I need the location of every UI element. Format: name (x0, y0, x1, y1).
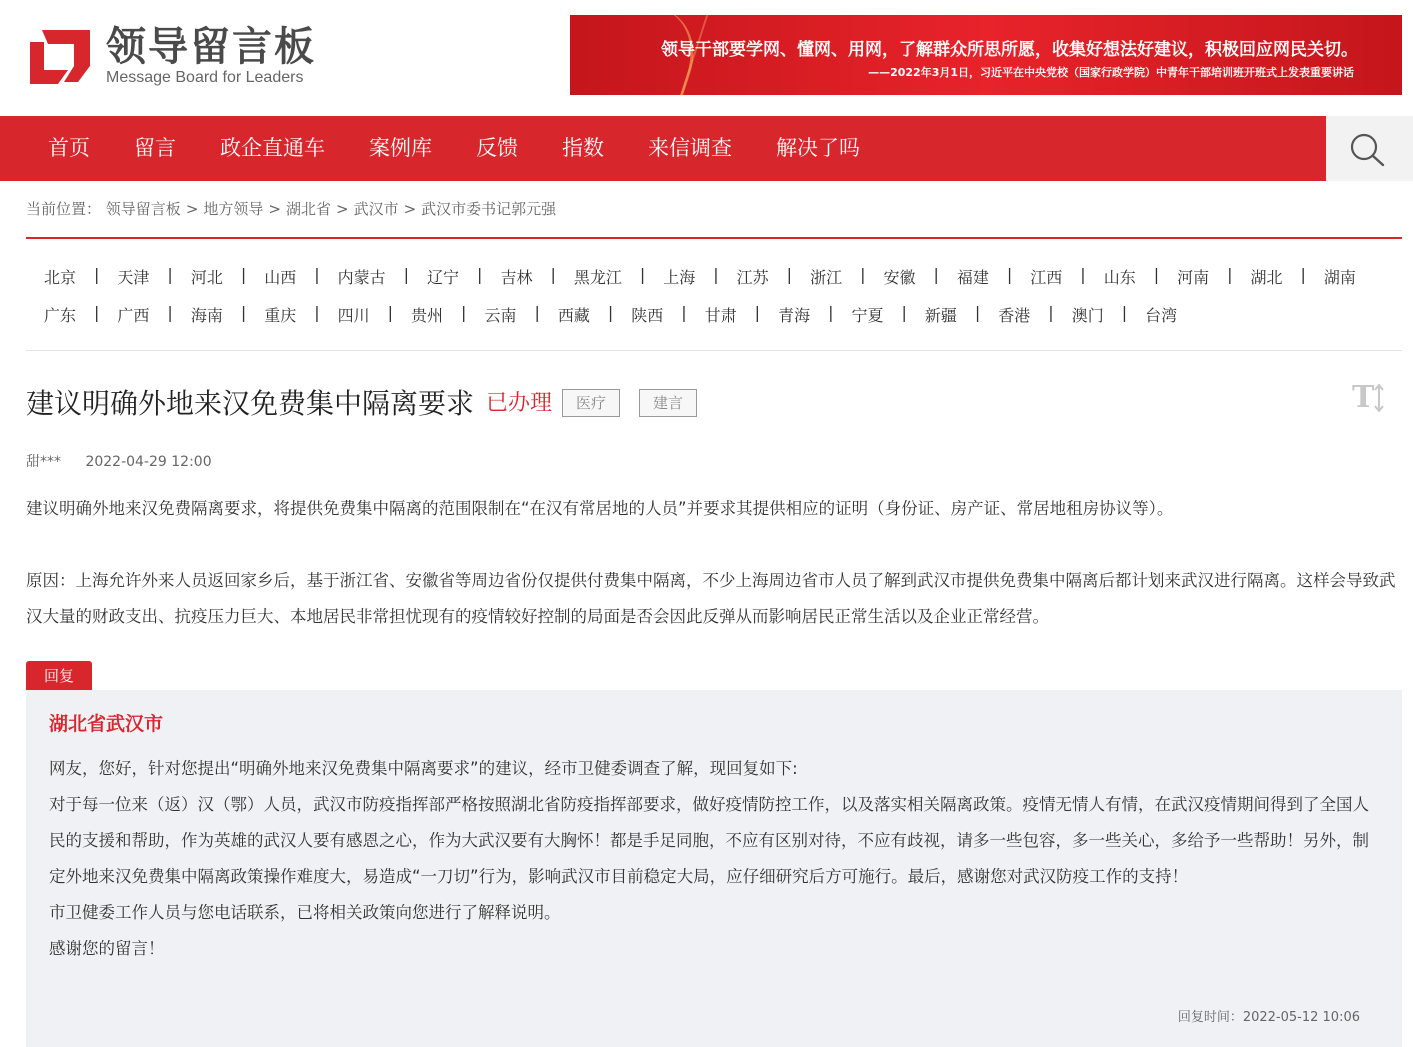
province-separator: | (828, 303, 834, 322)
section-divider (26, 350, 1402, 351)
logo-text-cn: 领导留言板 (106, 24, 316, 70)
province-separator: | (240, 265, 247, 284)
breadcrumb-separator: > (336, 200, 349, 218)
banner-quote: 领导干部要学网、懂网、用网，了解群众所思所愿，收集好想法好建议，积极回应网民关切。 (661, 40, 1358, 60)
status-badge: 已办理 (486, 391, 553, 416)
breadcrumb-separator: > (185, 200, 199, 218)
province-separator: | (167, 303, 173, 322)
nav-item-resolved[interactable]: 解决了吗 (776, 136, 860, 160)
province-separator: | (901, 303, 907, 322)
province-separator: | (713, 265, 719, 284)
province-separator: | (240, 303, 247, 322)
reply-paragraph: 市卫健委工作人员与您电话联系，已将相关政策向您进行了解释说明。 (49, 903, 561, 922)
province-separator: | (461, 303, 467, 322)
province-link[interactable]: 云南 (484, 306, 517, 325)
breadcrumb-item[interactable]: 地方领导 (203, 200, 264, 218)
province-link[interactable]: 重庆 (264, 306, 297, 325)
author-name: 甜*** (26, 454, 61, 470)
breadcrumb-item[interactable]: 武汉市委书记郭元强 (421, 200, 557, 218)
province-link[interactable]: 湖北 (1250, 268, 1283, 287)
province-link[interactable]: 黑龙江 (573, 268, 622, 287)
province-link[interactable]: 上海 (663, 268, 696, 287)
province-separator: | (1048, 303, 1054, 322)
province-link[interactable]: 天津 (117, 268, 150, 287)
province-separator: | (1300, 265, 1306, 284)
province-separator: | (550, 265, 556, 284)
message-meta (26, 451, 212, 471)
breadcrumb (26, 198, 556, 219)
category-tag[interactable]: 医疗 (562, 389, 620, 417)
nav-item-message[interactable]: 留言 (134, 136, 176, 160)
province-separator: | (639, 265, 646, 284)
main-nav (0, 116, 1413, 181)
province-list-row-1 (26, 265, 1406, 288)
section-divider (26, 237, 1402, 239)
province-link[interactable]: 新疆 (924, 306, 957, 325)
province-separator: | (786, 265, 793, 284)
breadcrumb-separator: > (403, 200, 417, 218)
province-separator: | (1227, 265, 1233, 284)
province-separator: | (681, 303, 687, 322)
province-separator: | (974, 303, 981, 322)
province-link[interactable]: 浙江 (810, 268, 843, 287)
province-link[interactable]: 河北 (190, 268, 223, 287)
banner-source: ——2022年3月1日，习近平在中央党校（国家行政学院）中青年干部培训班开班式上发表重要讲话 (868, 66, 1354, 79)
province-separator: | (607, 303, 614, 322)
province-link[interactable]: 广东 (44, 306, 77, 325)
reply-paragraph: 感谢您的留言！ (49, 939, 165, 958)
province-link[interactable]: 陕西 (631, 306, 664, 325)
province-separator: | (754, 303, 761, 322)
province-separator: | (477, 265, 483, 284)
province-link[interactable]: 江苏 (736, 268, 769, 287)
province-link[interactable]: 广西 (117, 306, 150, 325)
province-link[interactable]: 北京 (44, 268, 77, 287)
search-button[interactable] (1326, 116, 1413, 181)
reply-body (49, 751, 1374, 967)
reply-time (1178, 1006, 1360, 1025)
province-link[interactable]: 台湾 (1145, 306, 1178, 325)
font-size-toggle[interactable] (1352, 380, 1392, 416)
province-link[interactable]: 湖南 (1323, 268, 1356, 287)
message-paragraph: 建议明确外地来汉免费隔离要求，将提供免费集中隔离的范围限制在“在汉有常居地的人员”并要求其提供相应的证明（身份证、房产证、常居地租房协议等）。 (26, 499, 1174, 518)
province-separator: | (1080, 265, 1086, 284)
reply-time-label: 回复时间： (1177, 1010, 1243, 1025)
breadcrumb-item[interactable]: 领导留言板 (105, 200, 181, 218)
nav-item-survey[interactable]: 来信调查 (648, 136, 732, 160)
province-separator: | (167, 265, 173, 284)
font-size-icon: T (1352, 380, 1375, 415)
province-link[interactable]: 甘肃 (704, 306, 737, 325)
province-link[interactable]: 贵州 (411, 306, 444, 325)
search-icon (1347, 131, 1389, 169)
reply-paragraph: 对于每一位来（返）汉（鄂）人员，武汉市防疫指挥部严格按照湖北省防疫指挥部要求，做好疫情防控工作，以及落实相关隔离政策。疫情无情人有情，在武汉疫情期间得到了全国人民的支援和帮助，作为英雄的武汉人要有感恩之心，作为大武汉要有大胸怀！都是手足同胞，不应有区别对待，不应有歧视，请多一些包容，多一些关心，多给予一些帮助！另外，制定外地来汉免费集中隔离政策操作难度大，易造成“一刀切”行为，影响武汉市目前稳定大局，应仔细研究后方可施行。最后，感谢您对武汉防疫工作的支持！ (49, 795, 1369, 886)
province-link[interactable]: 辽宁 (427, 268, 460, 287)
province-link[interactable]: 内蒙古 (337, 268, 386, 287)
province-separator: | (314, 303, 320, 322)
site-logo[interactable] (28, 22, 328, 92)
province-separator: | (94, 303, 100, 322)
province-separator: | (1153, 265, 1160, 284)
breadcrumb-item[interactable]: 湖北省 (285, 200, 331, 218)
nav-item-home[interactable]: 首页 (48, 136, 90, 160)
message-paragraph: 原因：上海允许外来人员返回家乡后，基于浙江省、安徽省等周边省份仅提供付费集中隔离，不少上海周边省市人员了解到武汉市提供免费集中隔离后都计划来武汉进行隔离。这样会导致武汉大量的财政支出、抗疫压力巨大、本地居民非常担忧现有的疫情较好控制的局面是否会因此反弹从而影响居民正常生活以及企业正常经营。 (26, 571, 1396, 626)
province-link[interactable]: 山西 (264, 268, 297, 287)
nav-item-gov-enterprise[interactable]: 政企直通车 (220, 136, 325, 160)
province-separator: | (534, 303, 540, 322)
province-link[interactable]: 西藏 (557, 306, 590, 325)
province-link[interactable]: 江西 (1030, 268, 1063, 287)
logo-mark-icon (28, 26, 94, 86)
province-link[interactable]: 澳门 (1071, 306, 1104, 325)
province-list-row-2 (26, 303, 1406, 326)
arrows-vertical-icon (1374, 384, 1384, 412)
province-separator: | (933, 265, 939, 284)
reply-panel (26, 690, 1402, 1047)
province-separator: | (403, 265, 410, 284)
breadcrumb-prefix: 当前位置： (26, 200, 102, 218)
province-link[interactable]: 吉林 (500, 268, 533, 287)
reply-organization: 湖北省武汉市 (49, 713, 164, 735)
province-separator: | (1006, 265, 1013, 284)
province-separator: | (314, 265, 320, 284)
province-link[interactable]: 安徽 (883, 268, 916, 287)
province-link[interactable]: 青海 (778, 306, 811, 325)
province-separator: | (94, 265, 100, 284)
province-separator: | (860, 265, 866, 284)
province-link[interactable]: 福建 (956, 268, 989, 287)
province-link[interactable]: 四川 (337, 306, 370, 325)
message-title: 建议明确外地来汉免费集中隔离要求 (26, 387, 475, 420)
nav-item-cases[interactable]: 案例库 (369, 136, 432, 160)
breadcrumb-item[interactable]: 武汉市 (353, 200, 399, 218)
province-link[interactable]: 河南 (1177, 268, 1210, 287)
type-tag[interactable]: 建言 (639, 389, 697, 417)
paragraph-gap (26, 527, 1406, 563)
province-link[interactable]: 山东 (1103, 268, 1136, 287)
province-separator: | (387, 303, 394, 322)
breadcrumb-separator: > (268, 200, 281, 218)
province-link[interactable]: 宁夏 (851, 306, 884, 325)
logo-text-en: Message Board for Leaders (106, 69, 304, 86)
province-separator: | (1121, 303, 1128, 322)
message-body (26, 491, 1406, 635)
quote-banner (570, 15, 1402, 95)
reply-paragraph: 网友，您好，针对您提出“明确外地来汉免费集中隔离要求”的建议，经市卫健委调查了解，现回复如下: (49, 759, 798, 778)
nav-items (26, 116, 882, 181)
province-link[interactable]: 海南 (190, 306, 223, 325)
reply-tab: 回复 (26, 661, 92, 691)
post-time: 2022-04-29 12:00 (85, 454, 212, 470)
reply-time-value: 2022-05-12 10:06 (1242, 1010, 1360, 1025)
site-header (0, 0, 1413, 116)
nav-item-feedback[interactable]: 反馈 (476, 136, 518, 160)
nav-item-index[interactable]: 指数 (562, 136, 604, 160)
province-link[interactable]: 香港 (998, 306, 1031, 325)
